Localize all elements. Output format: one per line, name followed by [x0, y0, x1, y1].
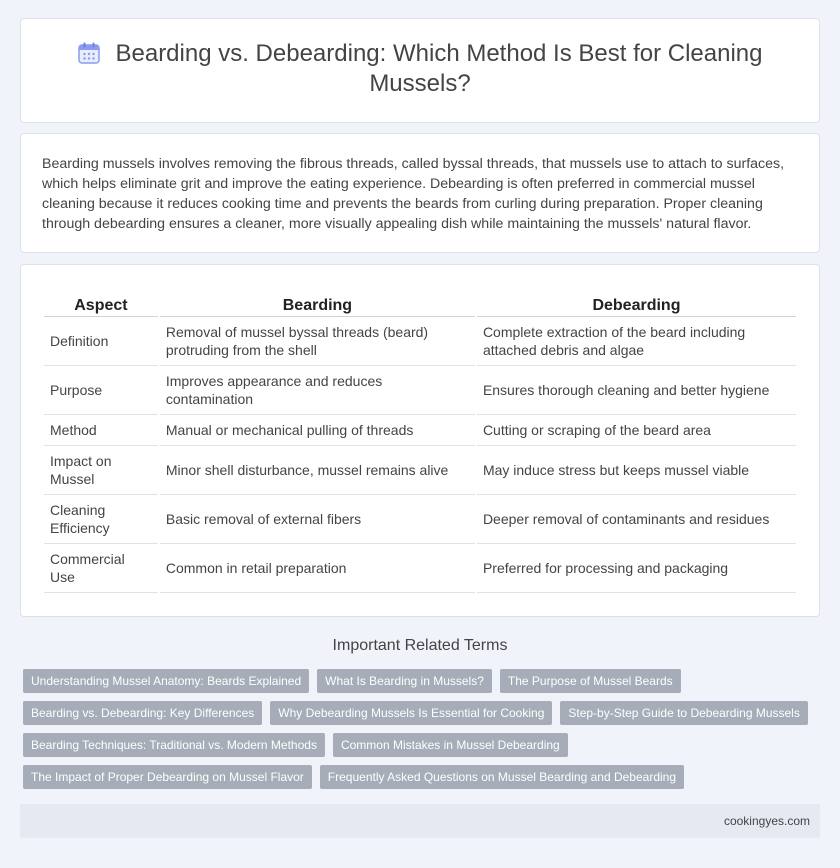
table-cell: Improves appearance and reduces contamination [160, 366, 475, 415]
table-cell: Deeper removal of contaminants and residues [477, 495, 796, 544]
header-bearding: Bearding [160, 293, 475, 317]
header-debearding: Debearding [477, 293, 796, 317]
table-cell: Complete extraction of the beard including attached debris and algae [477, 317, 796, 366]
table-cell: Definition [44, 317, 158, 366]
table-cell: May induce stress but keeps mussel viable [477, 446, 796, 495]
related-term-tag[interactable]: Step-by-Step Guide to Debearding Mussels [560, 701, 807, 725]
related-term-tag[interactable]: What Is Bearding in Mussels? [317, 669, 492, 693]
related-term-tag[interactable]: Bearding Techniques: Traditional vs. Modern Methods [23, 733, 325, 757]
table-row [44, 415, 796, 446]
table-row [44, 317, 796, 366]
table-cell: Preferred for processing and packaging [477, 544, 796, 593]
table-header-row [44, 293, 796, 317]
table-cell: Purpose [44, 366, 158, 415]
related-term-tag[interactable]: Common Mistakes in Mussel Debearding [333, 733, 568, 757]
table-row [44, 446, 796, 495]
comparison-table [42, 293, 798, 593]
page-title-wrap [61, 39, 779, 99]
related-terms-tags [23, 669, 813, 797]
footer-site-link[interactable]: cookingyes.com [723, 814, 810, 828]
title-card [20, 18, 820, 123]
related-term-tag[interactable]: Bearding vs. Debearding: Key Differences [23, 701, 262, 725]
related-terms-heading: Important Related Terms [332, 637, 508, 654]
page-title: Bearding vs. Debearding: Which Method Is Best for Cleaning Mussels? [115, 40, 763, 97]
footer [20, 804, 820, 838]
comparison-card [20, 264, 820, 617]
intro-card [20, 133, 820, 253]
related-term-tag[interactable]: Frequently Asked Questions on Mussel Bearding and Debearding [320, 765, 684, 789]
table-row [44, 495, 796, 544]
intro-paragraph: Bearding mussels involves removing the fibrous threads, called byssal threads, that mussels use to attach to surfaces, which helps eliminate grit and improve the eating experience. Debearding is often preferred in commercial mussel cleaning because it reduces cooking time and prevents the beards from curling during preparation. Proper cleaning through debearding ensures a cleaner, more visually appealing dish while maintaining the mussels' natural flavor. [42, 156, 785, 232]
table-cell: Minor shell disturbance, mussel remains alive [160, 446, 475, 495]
table-cell: Cutting or scraping of the beard area [477, 415, 796, 446]
table-cell: Removal of mussel byssal threads (beard) protruding from the shell [160, 317, 475, 366]
table-row [44, 544, 796, 593]
table-cell: Method [44, 415, 158, 446]
tag-row [23, 701, 813, 725]
table-cell: Impact on Mussel [44, 446, 158, 495]
table-cell: Commercial Use [44, 544, 158, 593]
related-term-tag[interactable]: Understanding Mussel Anatomy: Beards Explained [23, 669, 309, 693]
tag-row [23, 733, 813, 757]
related-term-tag[interactable]: Why Debearding Mussels Is Essential for Cooking [270, 701, 552, 725]
table-row [44, 366, 796, 415]
table-cell: Cleaning Efficiency [44, 495, 158, 544]
table-cell: Ensures thorough cleaning and better hygiene [477, 366, 796, 415]
calendar-icon [77, 41, 101, 65]
table-cell: Basic removal of external fibers [160, 495, 475, 544]
table-cell: Common in retail preparation [160, 544, 475, 593]
table-cell: Manual or mechanical pulling of threads [160, 415, 475, 446]
tag-row [23, 669, 813, 693]
header-aspect: Aspect [44, 293, 158, 317]
related-term-tag[interactable]: The Impact of Proper Debearding on Mussel Flavor [23, 765, 312, 789]
related-term-tag[interactable]: The Purpose of Mussel Beards [500, 669, 681, 693]
tag-row [23, 765, 813, 789]
